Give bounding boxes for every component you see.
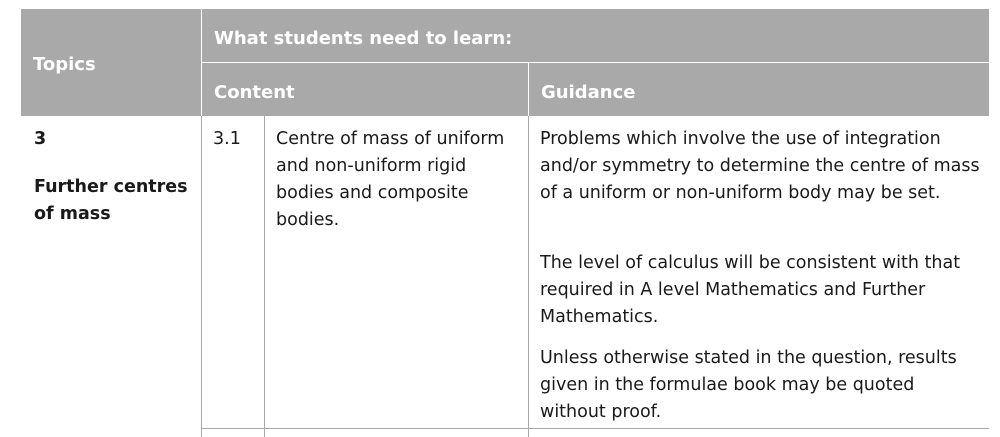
header-topics-label: Topics — [33, 54, 96, 75]
header-what-students-need — [202, 9, 989, 62]
sub-topic-number: 3.1 — [213, 129, 241, 149]
header-content — [202, 63, 528, 116]
column-divider-topics — [201, 116, 202, 437]
header-guidance — [529, 63, 989, 116]
header-what-students-need-label: What students need to learn: — [214, 28, 513, 49]
header-topics — [21, 9, 201, 116]
header-guidance-label: Guidance — [541, 82, 636, 103]
header-content-label: Content — [214, 82, 295, 103]
topic-name: Further centres of mass — [34, 177, 188, 224]
guidance-paragraph-3: Unless otherwise stated in the question, results given in the formulae book may be quoted without proof. — [540, 348, 957, 422]
content-text: Centre of mass of uniform and non-uniform rigid bodies and composite bodies. — [276, 129, 505, 230]
topic-number: 3 — [34, 129, 47, 149]
guidance-paragraph-2: The level of calculus will be consistent with that required in A level Mathematics and Further Mathematics. — [540, 253, 961, 327]
column-divider-guidance — [528, 116, 529, 437]
specification-table — [21, 9, 989, 437]
guidance-paragraph-1: Problems which involve the use of integration and/or symmetry to determine the centre of mass of a uniform or non-uniform body may be set. — [540, 129, 980, 203]
column-divider-subnumber — [264, 116, 265, 437]
row-divider-bottom — [201, 428, 989, 429]
